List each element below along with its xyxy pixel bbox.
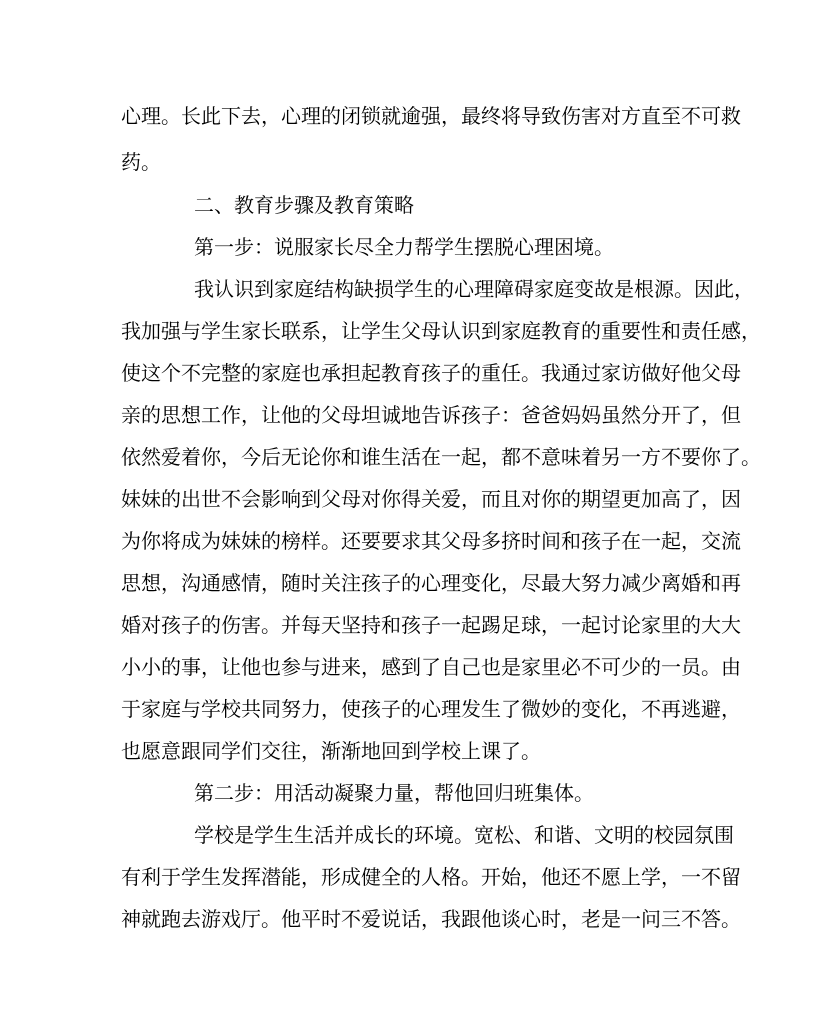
text-line: 药。 (121, 150, 161, 174)
step-heading: 第一步：说服家长尽全力帮学生摆脱心理困境。 (194, 235, 614, 259)
text-line: 学校是学生生活并成长的环境。宽松、和谐、文明的校园氛围 (194, 823, 734, 847)
text-line: 思想，沟通感情，随时关注孩子的心理变化，尽最大努力减少离婚和再 (121, 571, 741, 595)
text-line: 为你将成为妹妹的榜样。还要要求其父母多挤时间和孩子在一起，交流 (121, 529, 741, 553)
text-line: 小小的事，让他也参与进来，感到了自己也是家里必不可少的一员。由 (121, 655, 741, 679)
text-line: 神就跑去游戏厅。他平时不爱说话，我跟他谈心时，老是一问三不答。 (121, 907, 741, 931)
text-line: 我认识到家庭结构缺损学生的心理障碍家庭变故是根源。因此， (194, 277, 754, 301)
text-line: 有利于学生发挥潜能，形成健全的人格。开始，他还不愿上学，一不留 (121, 865, 741, 889)
section-heading: 二、教育步骤及教育策略 (194, 193, 414, 217)
text-line: 我加强与学生家长联系，让学生父母认识到家庭教育的重要性和责任感， (121, 319, 761, 343)
text-line: 依然爱着你，今后无论你和谁生活在一起，都不意味着另一方不要你了。 (121, 445, 761, 469)
text-line: 婚对孩子的伤害。并每天坚持和孩子一起踢足球，一起讨论家里的大大 (121, 613, 741, 637)
text-line: 于家庭与学校共同努力，使孩子的心理发生了微妙的变化，不再逃避， (121, 697, 741, 721)
text-line: 妹妹的出世不会影响到父母对你得关爱，而且对你的期望更加高了，因 (121, 487, 741, 511)
text-line: 心理。长此下去，心理的闭锁就逾强，最终将导致伤害对方直至不可救 (121, 104, 741, 128)
step-heading: 第二步：用活动凝聚力量，帮他回归班集体。 (194, 781, 594, 805)
text-line: 也愿意跟同学们交往，渐渐地回到学校上课了。 (121, 739, 541, 763)
text-line: 亲的思想工作，让他的父母坦诚地告诉孩子：爸爸妈妈虽然分开了，但 (121, 403, 741, 427)
text-line: 使这个不完整的家庭也承担起教育孩子的重任。我通过家访做好他父母 (121, 361, 741, 385)
